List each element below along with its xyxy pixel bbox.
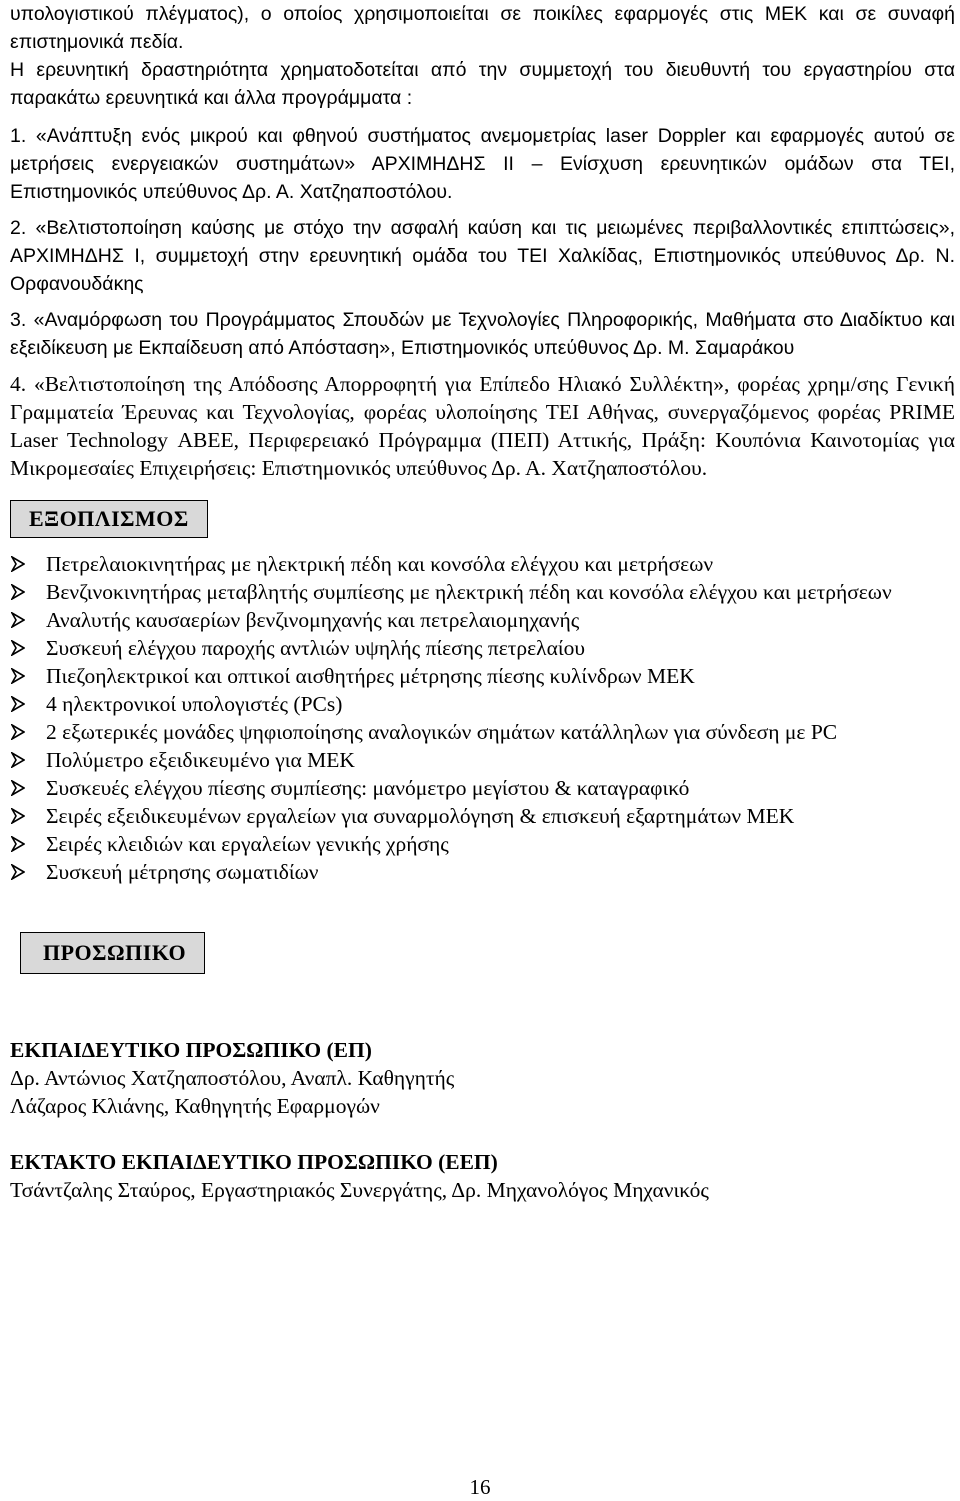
equipment-item-text: Πολύμετρο εξειδικευμένο για ΜΕΚ <box>46 748 355 772</box>
teaching-staff-heading: ΕΚΠΑΙΔΕΥΤΙΚΟ ΠΡΟΣΩΠΙΚΟ (ΕΠ) <box>10 1038 372 1062</box>
staff-member: Τσάντζαλης Σταύρος, Εργαστηριακός Συνεργάτης, Δρ. Μηχανολόγος Μηχανικός <box>10 1178 709 1202</box>
equipment-item-text: Πιεζοηλεκτρικοί και οπτικοί αισθητήρες μέτρησης πίεσης κυλίνδρων ΜΕΚ <box>46 664 695 688</box>
page-number: 16 <box>469 1475 491 1499</box>
document-page <box>10 0 955 1204</box>
equipment-item <box>10 746 955 774</box>
intro-paragraph-2: Η ερευνητική δραστηριότητα χρηματοδοτείται από την συμμετοχή του διευθυντή του εργαστηρίου στα παρακάτω ερευνητικά και άλλα προγράμματα : <box>10 59 955 109</box>
equipment-item <box>10 634 955 662</box>
equipment-item-text: Συσκευές ελέγχου πίεσης συμπίεσης: μανόμετρο μεγίστου & καταγραφικό <box>46 776 690 800</box>
program-item-3: 3. «Αναμόρφωση του Προγράμματος Σπουδών με Τεχνολογίες Πληροφορικής, Μαθήματα στο Διαδίκτυο και εξειδίκευση με Εκπαίδευση από Απόσταση», Επιστημονικός υπεύθυνος Δρ. Μ. Σαμαράκου <box>10 309 955 359</box>
special-staff-heading: ΕΚΤΑΚΤΟ ΕΚΠΑΙΔΕΥΤΙΚΟ ΠΡΟΣΩΠΙΚΟ (ΕΕΠ) <box>10 1150 498 1174</box>
personnel-section-header <box>20 932 955 974</box>
arrow-bullet-icon <box>11 836 25 852</box>
arrow-bullet-icon <box>11 612 25 628</box>
equipment-item-text: 2 εξωτερικές μονάδες ψηφιοποίησης αναλογικών σημάτων κατάλληλων για σύνδεση με PC <box>46 720 838 744</box>
arrow-bullet-icon <box>11 780 25 796</box>
arrow-bullet-icon <box>11 584 25 600</box>
equipment-item <box>10 550 955 578</box>
equipment-item <box>10 774 955 802</box>
equipment-item <box>10 718 955 746</box>
equipment-item <box>10 858 955 886</box>
arrow-bullet-icon <box>11 724 25 740</box>
staff-member: Λάζαρος Κλιάνης, Καθηγητής Εφαρμογών <box>10 1094 380 1118</box>
equipment-item-text: 4 ηλεκτρονικοί υπολογιστές (PCs) <box>46 692 343 716</box>
arrow-bullet-icon <box>11 808 25 824</box>
equipment-item-text: Σειρές εξειδικευμένων εργαλείων για συναρμολόγηση & επισκευή εξαρτημάτων ΜΕΚ <box>46 804 795 828</box>
equipment-item <box>10 802 955 830</box>
arrow-bullet-icon <box>11 864 25 880</box>
equipment-item <box>10 578 955 606</box>
equipment-item-text: Συσκευή ελέγχου παροχής αντλιών υψηλής πίεσης πετρελαίου <box>46 636 586 660</box>
program-item-2: 2. «Βελτιστοποίηση καύσης με στόχο την ασφαλή καύση και τις μειωμένες περιβαλλοντικές επιπτώσεις», ΑΡΧΙΜΗΔΗΣ Ι, συμμετοχή στην ερευνητική ομάδα του ΤΕΙ Χαλκίδας, Επιστημονικός υπεύθυνος Δρ. Ν. Ορφανουδάκης <box>10 217 955 295</box>
equipment-item-text: Βενζινοκινητήρας μεταβλητής συμπίεσης με ηλεκτρική πέδη και κονσόλα ελέγχου και μετρήσεων <box>46 580 892 604</box>
arrow-bullet-icon <box>11 696 25 712</box>
equipment-item-text: Συσκευή μέτρησης σωματιδίων <box>46 860 319 884</box>
personnel-title: ΠΡΟΣΩΠΙΚΟ <box>20 932 205 974</box>
program-item-1: 1. «Ανάπτυξη ενός μικρού και φθηνού συστήματος ανεμομετρίας laser Doppler και εφαρμογές αυτού σε μετρήσεις ενεργειακών συστημάτων» ΑΡΧΙΜΗΔΗΣ ΙΙ – Ενίσχυση ερευνητικών ομάδων στα ΤΕΙ, Επιστημονικός υπεύθυνος Δρ. Α. Χατζηαποστόλου. <box>10 125 955 203</box>
equipment-item-text: Αναλυτής καυσαερίων βενζινομηχανής και πετρελαιομηχανής <box>46 608 580 632</box>
equipment-item <box>10 662 955 690</box>
arrow-bullet-icon <box>11 752 25 768</box>
research-programs-list <box>10 122 955 362</box>
equipment-item <box>10 690 955 718</box>
program-item-4: 4. «Βελτιστοποίηση της Απόδοσης Απορροφητή για Επίπεδο Ηλιακό Συλλέκτη», φορέας χρημ/σης Γενική Γραμματεία Έρευνας και Τεχνολογίας, φορέας υλοποίησης ΤΕΙ Αθήνας, συνεργαζόμενος φορέας PRIME Laser Technology ΑΒΕΕ, Περιφερειακό Πρόγραμμα (ΠΕΠ) Αττικής, Πράξη: Κουπόνια Καινοτομίας για Μικρομεσαίες Επιχειρήσεις: Επιστημονικός υπεύθυνος Δρ. Α. Χατζηαποστόλου. <box>10 372 955 480</box>
equipment-item <box>10 830 955 858</box>
equipment-item-text: Σειρές κλειδιών και εργαλείων γενικής χρήσης <box>46 832 449 856</box>
equipment-item-text: Πετρελαιοκινητήρας με ηλεκτρική πέδη και κονσόλα ελέγχου και μετρήσεων <box>46 552 714 576</box>
equipment-section-header <box>10 500 955 538</box>
intro-paragraph-1: υπολογιστικού πλέγματος), ο οποίος χρησιμοποιείται σε ποικίλες εφαρμογές στις ΜΕΚ και σε συναφή επιστημονικά πεδία. <box>10 3 955 53</box>
equipment-title: ΕΞΟΠΛΙΣΜΟΣ <box>10 500 208 538</box>
teaching-staff-block <box>10 1036 955 1120</box>
equipment-list <box>10 550 955 886</box>
arrow-bullet-icon <box>11 668 25 684</box>
equipment-item <box>10 606 955 634</box>
arrow-bullet-icon <box>11 556 25 572</box>
arrow-bullet-icon <box>11 640 25 656</box>
staff-member: Δρ. Αντώνιος Χατζηαποστόλου, Αναπλ. Καθηγητής <box>10 1066 455 1090</box>
special-staff-block <box>10 1148 955 1204</box>
